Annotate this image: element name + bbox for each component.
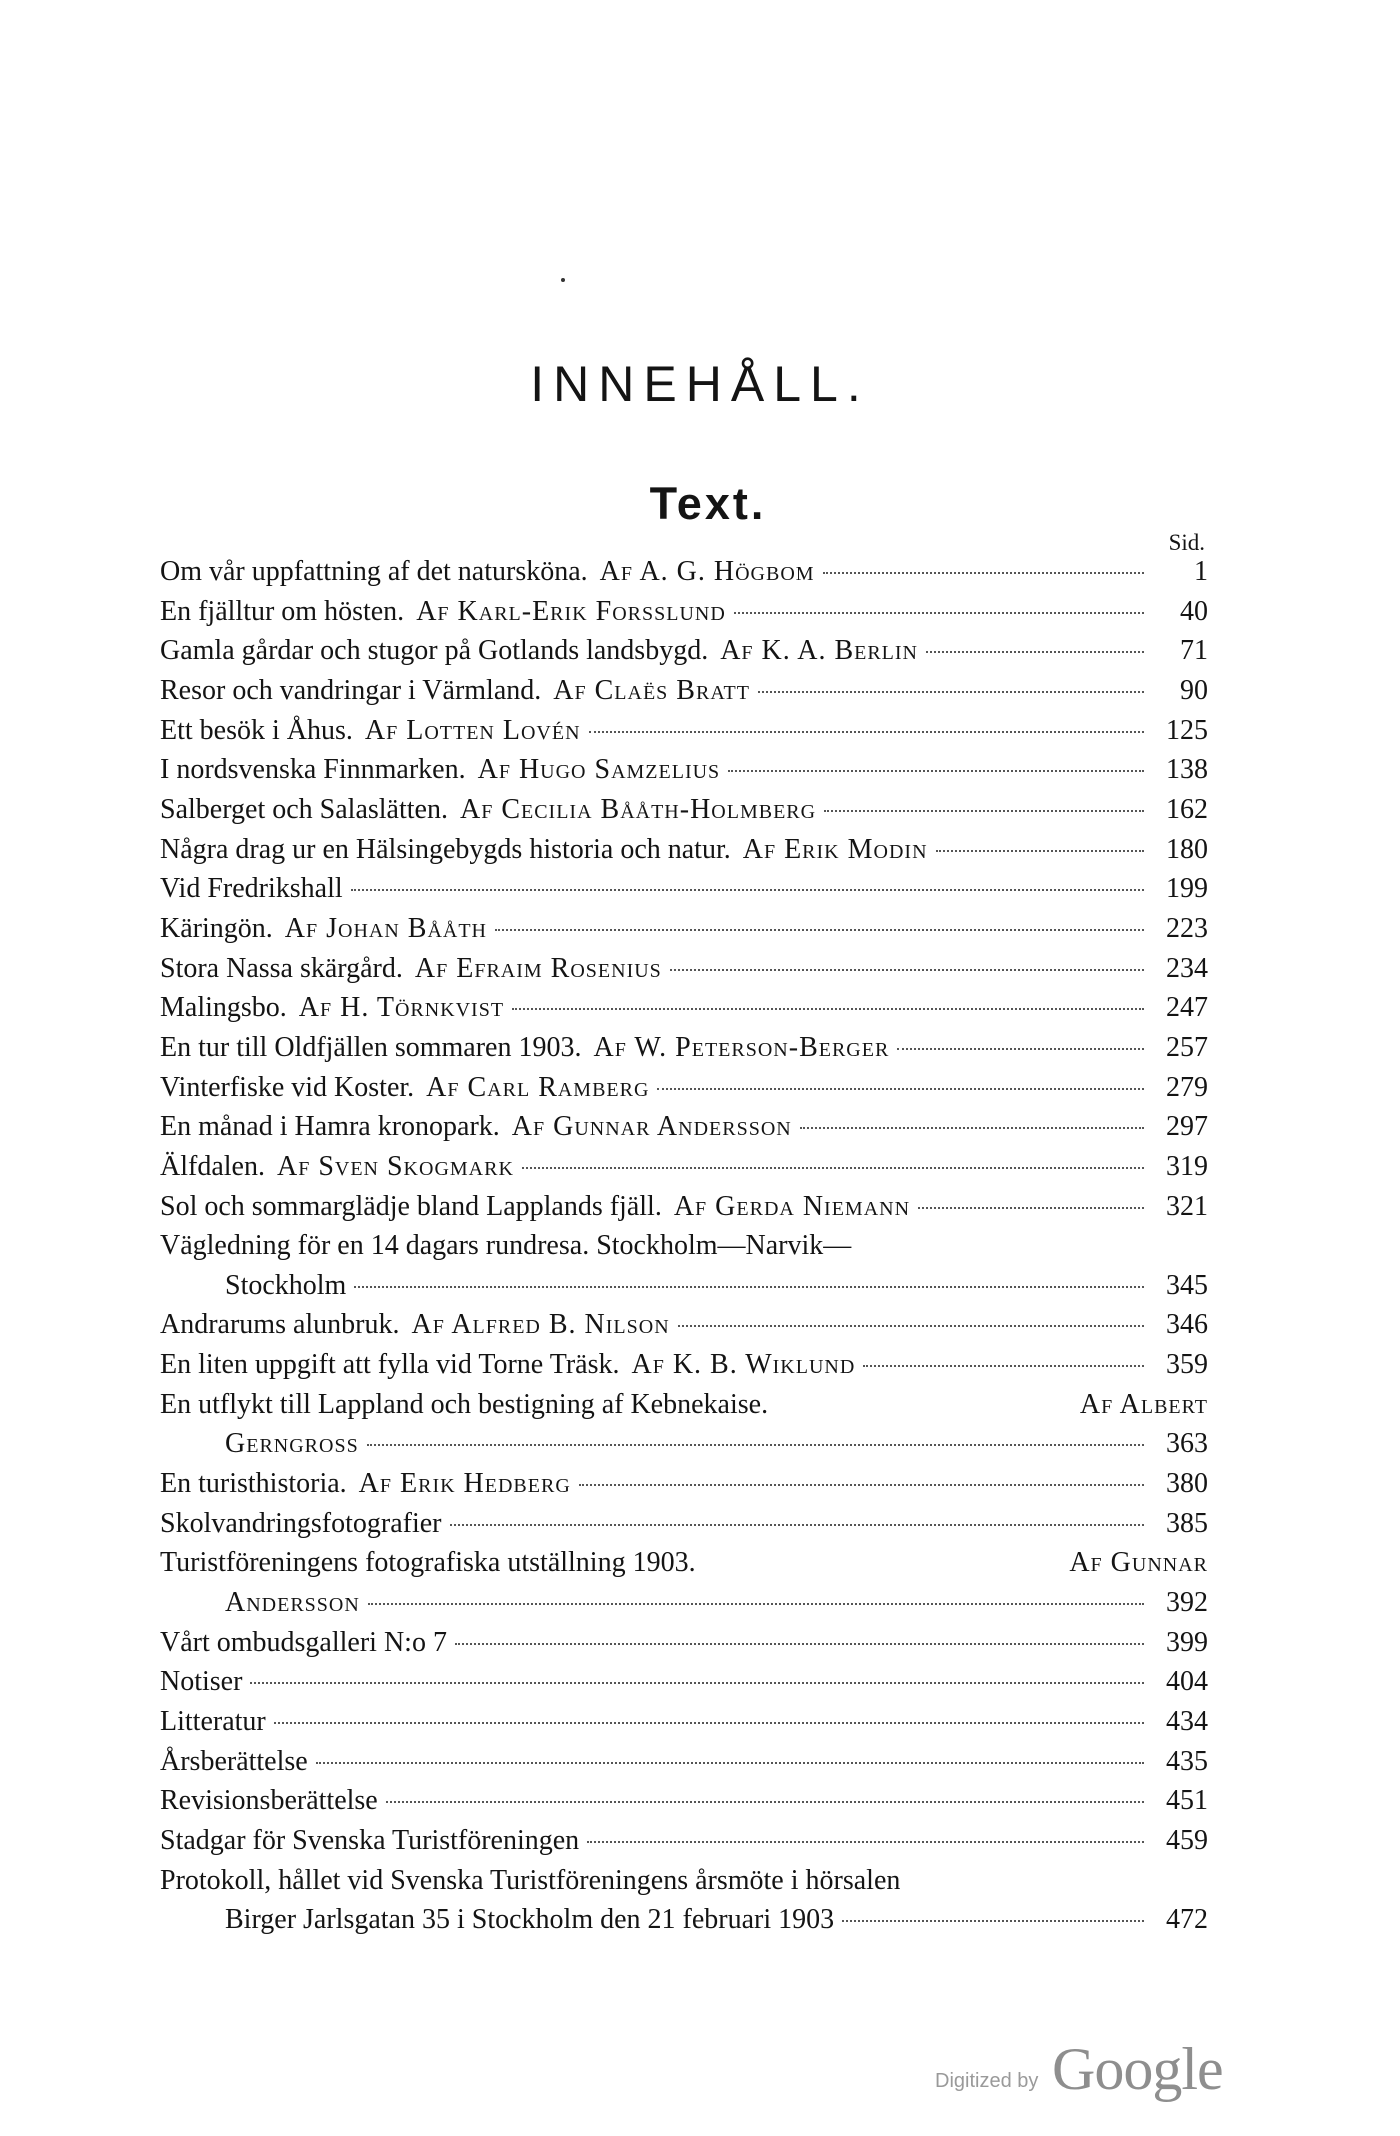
toc-entry-page: 346 [1166,1309,1208,1341]
dot-leader [863,1365,1144,1367]
toc-entry-title: Årsberättelse [160,1745,308,1777]
dot-leader [351,889,1144,891]
toc-entry-title: Protokoll, hållet vid Svenska Turistföreningens årsmöte i hörsalen [160,1864,901,1896]
toc-entry-title: Stora Nassa skärgård. [160,952,403,984]
toc-entry-author: Af Albert [1079,1388,1208,1420]
dot-leader [926,651,1144,653]
toc-entry [160,675,1208,715]
dot-leader [897,1048,1144,1050]
dot-leader [678,1325,1144,1327]
page-dot [561,278,565,282]
toc-entry-title: Revisionsberättelse [160,1785,378,1817]
toc-entry-page: 1 [1194,556,1208,587]
page-column-label: Sid. [1168,530,1205,555]
toc-entry-title: Andrarums alunbruk. [160,1309,400,1341]
toc-entry-title: Käringön. [160,912,273,944]
toc-entry [160,1706,1208,1746]
toc-entry-title: Malingsbo. [160,992,287,1024]
toc-entry-continuation [160,1587,1208,1627]
toc-entry-author: Af Johan Bååth [284,912,488,944]
toc-entry-author-continued: Gerngross [225,1428,359,1460]
dot-leader [522,1167,1144,1169]
toc-entry [160,992,1208,1032]
toc-entry-page: 297 [1166,1111,1208,1143]
toc-entry [160,794,1208,834]
dot-leader [367,1444,1144,1446]
toc-entry-page: 247 [1166,992,1208,1024]
toc-entry-page: 71 [1180,635,1208,667]
dot-leader [512,1008,1144,1010]
dot-leader [800,1127,1144,1129]
dot-leader [734,612,1144,614]
toc-entry-author: Af Carl Ramberg [426,1071,650,1103]
toc-entry-title-continued: Stockholm [225,1269,347,1301]
toc-entry [160,1785,1208,1825]
toc-entry-title: En fjälltur om hösten. [160,595,405,627]
toc-entry [160,1825,1208,1865]
toc-entry-page: 279 [1166,1071,1208,1103]
dot-leader [728,770,1144,772]
toc-entry [160,834,1208,874]
toc-entry-title: En turisthistoria. [160,1468,347,1500]
toc-entry-title: Gamla gårdar och stugor på Gotlands landsbygd. [160,635,709,667]
dot-leader [842,1920,1144,1922]
toc-entry-title: Vid Fredrikshall [160,873,343,905]
toc-entry [160,556,1208,596]
toc-entry [160,1508,1208,1548]
toc-entry-page: 162 [1166,793,1208,825]
toc-entry [160,1032,1208,1072]
toc-entry-author: Af Lotten Lovén [364,714,581,746]
toc-entry-title: Resor och vandringar i Värmland. [160,674,542,706]
dot-leader [657,1088,1144,1090]
toc-entry-title: Älfdalen. [160,1150,265,1182]
toc-entry-page: 451 [1166,1785,1208,1817]
digitized-by-label: Digitized by [935,2070,1039,2092]
toc-entry [160,1547,1208,1587]
toc-entry-author: Af Gunnar Andersson [511,1111,792,1143]
toc-entry-author: Af Gerda Niemann [673,1190,911,1222]
toc-entry-page: 223 [1166,912,1208,944]
toc-entry [160,635,1208,675]
toc-entry-title: Vårt ombudsgalleri N:o 7 [160,1626,447,1658]
toc-entry-page: 363 [1166,1428,1208,1460]
dot-leader [589,731,1144,733]
toc-entry-title: Några drag ur en Hälsingebygds historia och natur. [160,833,731,865]
toc-entry-author: Af K. A. Berlin [720,635,918,667]
toc-entry-page: 404 [1166,1666,1208,1698]
dot-leader [455,1643,1144,1645]
dot-leader [824,810,1144,812]
toc-entry-page: 180 [1166,833,1208,865]
toc-entry [160,1389,1208,1429]
dot-leader [250,1682,1144,1684]
dot-leader [587,1841,1144,1843]
toc-entry-page: 472 [1166,1904,1208,1936]
toc-entry-page: 435 [1166,1745,1208,1777]
toc-entry [160,913,1208,953]
page-heading: INNEHÅLL. [530,356,870,412]
dot-leader [368,1603,1144,1605]
toc-entry [160,953,1208,993]
toc-entry [160,1468,1208,1508]
toc-entry-page: 434 [1166,1706,1208,1738]
toc-entry-author: Af Karl-Erik Forsslund [416,595,726,627]
dot-leader [670,969,1144,971]
dot-leader [450,1524,1145,1526]
toc-entry-page: 257 [1166,1031,1208,1063]
google-watermark-logo: Google [1052,2036,1223,2102]
toc-entry [160,596,1208,636]
toc-entry-page: 125 [1166,714,1208,746]
toc-entry-title: Salberget och Salaslätten. [160,793,448,825]
toc-entry [160,754,1208,794]
dot-leader [495,929,1144,931]
toc-entry-page: 392 [1166,1587,1208,1619]
toc-entry-author: Af Efraim Rosenius [414,952,662,984]
dot-leader [918,1207,1144,1209]
toc-entry [160,1349,1208,1389]
section-heading: Text. [649,478,767,529]
toc-entry-title: En tur till Oldfjällen sommaren 1903. [160,1031,582,1063]
toc-entry-title: Om vår uppfattning af det natursköna. [160,556,588,587]
dot-leader [758,691,1144,693]
toc-entry [160,1072,1208,1112]
toc-entry [160,1666,1208,1706]
toc-entry-continuation [160,1904,1208,1944]
toc-entry-continuation [160,1270,1208,1310]
toc-entry-title: Turistföreningens fotografiska utställning 1903. [160,1547,696,1579]
dot-leader [274,1722,1144,1724]
toc-entry-title: En månad i Hamra kronopark. [160,1111,500,1143]
toc-entry [160,1309,1208,1349]
toc-entry-page: 459 [1166,1825,1208,1856]
toc-entry-page: 385 [1166,1507,1208,1539]
toc-entry-title: Litteratur [160,1706,266,1738]
toc-entry-title: En liten uppgift att fylla vid Torne Träsk. [160,1349,620,1381]
toc-entry-title: I nordsvenska Finnmarken. [160,754,466,786]
toc-entry-title: Notiser [160,1666,243,1698]
toc-entry-title-continued: Birger Jarlsgatan 35 i Stockholm den 21 februari 1903 [225,1904,835,1936]
toc-entry [160,1151,1208,1191]
toc-entry-page: 321 [1166,1190,1208,1222]
toc-entry-author: Af Alfred B. Nilson [411,1309,670,1341]
dot-leader [316,1762,1144,1764]
toc-entry-author: Af Hugo Samzelius [477,754,721,786]
toc-entry-title: Vägledning för en 14 dagars rundresa. Stockholm—Narvik— [160,1230,852,1262]
toc-entry-author: Af Erik Modin [742,833,928,865]
toc-entry-page: 199 [1166,873,1208,905]
toc-entry-page: 359 [1166,1349,1208,1381]
dot-leader [354,1286,1144,1288]
toc-entry-author-continued: Andersson [225,1587,360,1619]
toc-entry-author: Af A. G. Högbom [599,556,815,587]
toc-entry-title: Vinterfiske vid Koster. [160,1071,415,1103]
toc-entry-author: Af Gunnar [1069,1547,1208,1579]
toc-entry-title: Sol och sommarglädje bland Lapplands fjäll. [160,1190,662,1222]
toc-entry-continuation [160,1428,1208,1468]
toc-entry-page: 345 [1166,1269,1208,1301]
toc-entry-page: 399 [1166,1626,1208,1658]
toc-entry [160,873,1208,913]
toc-entry-author: Af Erik Hedberg [358,1468,571,1500]
toc-entry-page: 234 [1166,952,1208,984]
toc-entry [160,1865,1208,1905]
toc-entry [160,1191,1208,1231]
toc-entry-title: Stadgar för Svenska Turistföreningen [160,1825,580,1856]
toc-entry [160,715,1208,755]
toc-entry-title: Ett besök i Åhus. [160,714,353,746]
toc-entry-page: 90 [1180,674,1208,706]
toc-entry-page: 40 [1180,595,1208,627]
toc-entry-page: 319 [1166,1150,1208,1182]
toc-entry [160,1230,1208,1270]
toc-entry-title: Skolvandringsfotografier [160,1507,442,1539]
toc-entry-title: En utflykt till Lappland och bestigning af Kebnekaise. [160,1388,769,1420]
dot-leader [936,850,1144,852]
toc-entry-author: Af Claës Bratt [553,674,750,706]
toc-entry-author: Af K. B. Wiklund [631,1349,856,1381]
toc-entry-author: Af Cecilia Bååth-Holmberg [459,793,817,825]
toc-entry [160,1111,1208,1151]
toc-entry-page: 380 [1166,1468,1208,1500]
toc-entry-author: Af H. Törnkvist [298,992,505,1024]
dot-leader [823,572,1144,574]
toc-entry [160,1627,1208,1667]
toc-entry-author: Af Sven Skogmark [276,1150,514,1182]
toc-entry-page: 138 [1166,754,1208,786]
table-of-contents [160,556,1208,1944]
toc-entry [160,1746,1208,1786]
dot-leader [386,1801,1144,1803]
dot-leader [579,1484,1144,1486]
toc-entry-author: Af W. Peterson-Berger [593,1031,890,1063]
